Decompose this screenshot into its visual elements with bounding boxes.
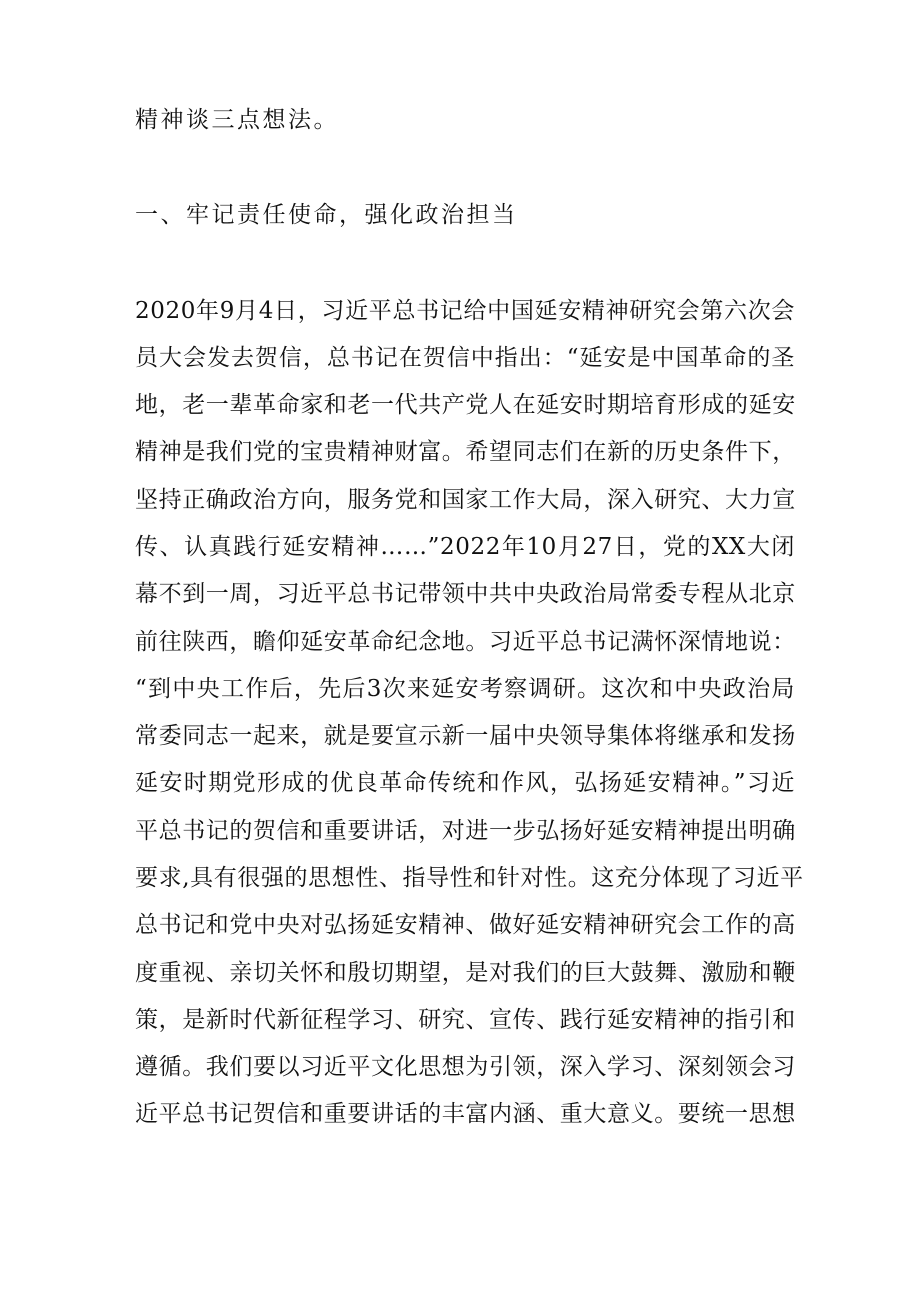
section-heading: 一、牢记责任使命，强化政治担当 [135, 202, 518, 228]
paragraph-line: 总书记和党中央对弘扬延安精神、做好延安精神研究会工作的高 [135, 912, 796, 938]
intro-tail-text: 精神谈三点想法。 [135, 107, 339, 133]
paragraph-line: 要求,具有很强的思想性、指导性和针对性。这充分体现了习近平 [135, 865, 804, 891]
paragraph-line: 地，老一辈革命家和老一代共产党人在延安时期培育形成的延安 [135, 392, 796, 418]
paragraph-line: 近平总书记贺信和重要讲话的丰富内涵、重大意义。要统一思想 [135, 1101, 796, 1127]
paragraph-line: 精神是我们党的宝贵精神财富。希望同志们在新的历史条件下， [135, 439, 796, 465]
paragraph-line: 前往陕西，瞻仰延安革命纪念地。习近平总书记满怀深情地说： [135, 629, 796, 655]
paragraph-line: 延安时期党形成的优良革命传统和作风，弘扬延安精神。”习近 [135, 770, 795, 796]
paragraph-line: 平总书记的贺信和重要讲话，对进一步弘扬好延安精神提出明确 [135, 818, 796, 844]
paragraph-line: 员大会发去贺信，总书记在贺信中指出：“延安是中国革命的圣 [135, 345, 795, 371]
paragraph-line: 幕不到一周，习近平总书记带领中共中央政治局常委专程从北京 [135, 581, 796, 607]
paragraph-line: 2020年9月4日，习近平总书记给中国延安精神研究会第六次会 [135, 298, 795, 324]
paragraph-line: 传、认真践行延安精神……”2022年10月27日，党的XX大闭 [135, 534, 795, 560]
paragraph-line: 遵循。我们要以习近平文化思想为引领，深入学习、深刻领会习 [135, 1054, 796, 1080]
paragraph-line: 常委同志一起来，就是要宣示新一届中央领导集体将继承和发扬 [135, 723, 796, 749]
paragraph-line: 策，是新时代新征程学习、研究、宣传、践行延安精神的指引和 [135, 1007, 796, 1033]
paragraph-line: 坚持正确政治方向，服务党和国家工作大局，深入研究、大力宣 [135, 487, 796, 513]
paragraph-line: “到中央工作后，先后3次来延安考察调研。这次和中央政治局 [135, 676, 795, 702]
paragraph-line: 度重视、亲切关怀和殷切期望，是对我们的巨大鼓舞、激励和鞭 [135, 960, 796, 986]
